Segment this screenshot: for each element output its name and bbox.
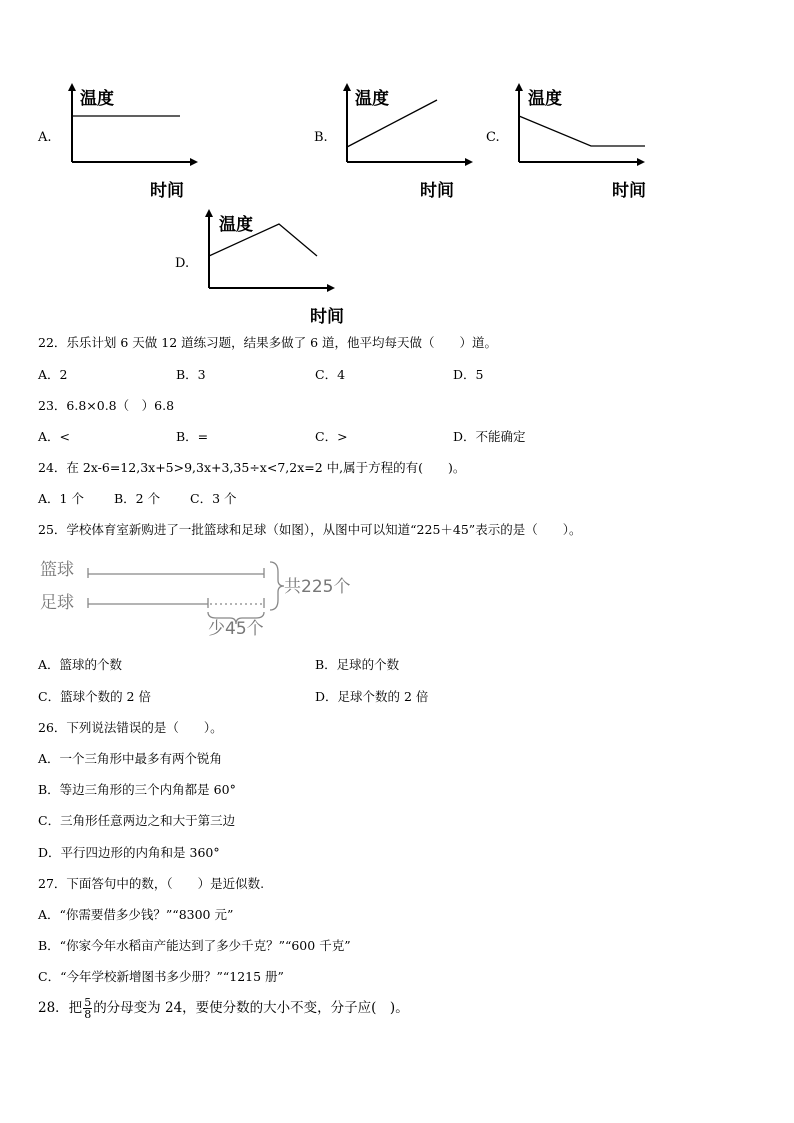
graph-a-x-title: 时间 (150, 181, 184, 201)
graph-c-label: C. (486, 130, 500, 145)
graph-d-y-title: 温度 (219, 215, 253, 235)
graph-c-line (519, 116, 645, 146)
q24-option-c[interactable]: C．3 个 (190, 491, 237, 506)
question-25: 25．学校体育室新购进了一批篮球和足球（如图），从图中可以知道“225＋45”表示的是（ ）。 (38, 522, 582, 537)
q27-option-b[interactable]: B．“你家今年水稻亩产能达到了多少千克？”“600 千克” (38, 938, 351, 953)
q25-option-a[interactable]: A．篮球的个数 (38, 657, 123, 672)
q28-suffix: 的分母变为 24，要使分数的大小不变，分子应( )。 (93, 1000, 409, 1016)
graph-a-label: A. (38, 130, 52, 145)
football-label: 足球 (40, 593, 74, 613)
q25-option-c[interactable]: C．篮球个数的 2 倍 (38, 689, 151, 704)
q24-option-b[interactable]: B．2 个 (114, 491, 161, 506)
q26-option-c[interactable]: C．三角形任意两边之和大于第三边 (38, 813, 236, 828)
q27-option-c[interactable]: C．“今年学校新增图书多少册？”“1215 册” (38, 969, 284, 984)
graph-c-y-title: 温度 (528, 89, 562, 109)
q28-prefix: 28．把 (38, 1000, 83, 1016)
graph-b-label: B. (314, 130, 328, 145)
q27-option-a[interactable]: A．“你需要借多少钱？”“8300 元” (38, 907, 234, 922)
q23-option-c[interactable]: C．> (315, 429, 348, 444)
q26-option-a[interactable]: A．一个三角形中最多有两个锐角 (38, 751, 223, 766)
graph-a-y-title: 温度 (80, 89, 114, 109)
q22-option-d[interactable]: D．5 (453, 367, 484, 382)
graph-d-x-title: 时间 (310, 307, 344, 327)
question-23: 23．6.8×0.8（ ）6.8 (38, 398, 175, 413)
total-label: 共225个 (284, 577, 351, 597)
q22-option-a[interactable]: A．2 (38, 367, 68, 382)
question-24: 24．在 2x-6=12,3x+5>9,3x+3,35÷x<7,2x=2 中,属于方程的有( )。 (38, 460, 466, 475)
question-27: 27．下面答句中的数，（ ）是近似数. (38, 876, 265, 891)
q25-option-b[interactable]: B．足球的个数 (315, 657, 400, 672)
q25-option-d[interactable]: D．足球个数的 2 倍 (315, 689, 429, 704)
graph-b-x-title: 时间 (420, 181, 454, 201)
question-28 (38, 996, 409, 1020)
less-label: 少45个 (208, 619, 264, 639)
q22-option-b[interactable]: B．3 (176, 367, 206, 382)
fraction-5-8 (83, 997, 92, 1020)
question-26: 26．下列说法错误的是（ ）。 (38, 720, 223, 735)
q25-diagram (38, 548, 368, 638)
q26-option-d[interactable]: D．平行四边形的内角和是 360° (38, 845, 220, 860)
fraction-denominator: 8 (84, 1008, 92, 1021)
fraction-numerator: 5 (84, 996, 92, 1009)
question-22: 22．乐乐计划 6 天做 12 道练习题，结果多做了 6 道，他平均每天做（ ）道。 (38, 335, 498, 350)
q22-option-c[interactable]: C．4 (315, 367, 346, 382)
q24-option-a[interactable]: A．1 个 (38, 491, 84, 506)
q26-option-b[interactable]: B．等边三角形的三个内角都是 60° (38, 782, 236, 797)
q23-option-a[interactable]: A．< (38, 429, 71, 444)
graph-c-x-title: 时间 (612, 181, 646, 201)
basketball-label: 篮球 (40, 560, 74, 580)
graph-d-label: D. (175, 256, 190, 271)
q23-option-d[interactable]: D．不能确定 (453, 429, 526, 444)
q23-option-b[interactable]: B．= (176, 429, 209, 444)
graph-b-y-title: 温度 (355, 89, 389, 109)
